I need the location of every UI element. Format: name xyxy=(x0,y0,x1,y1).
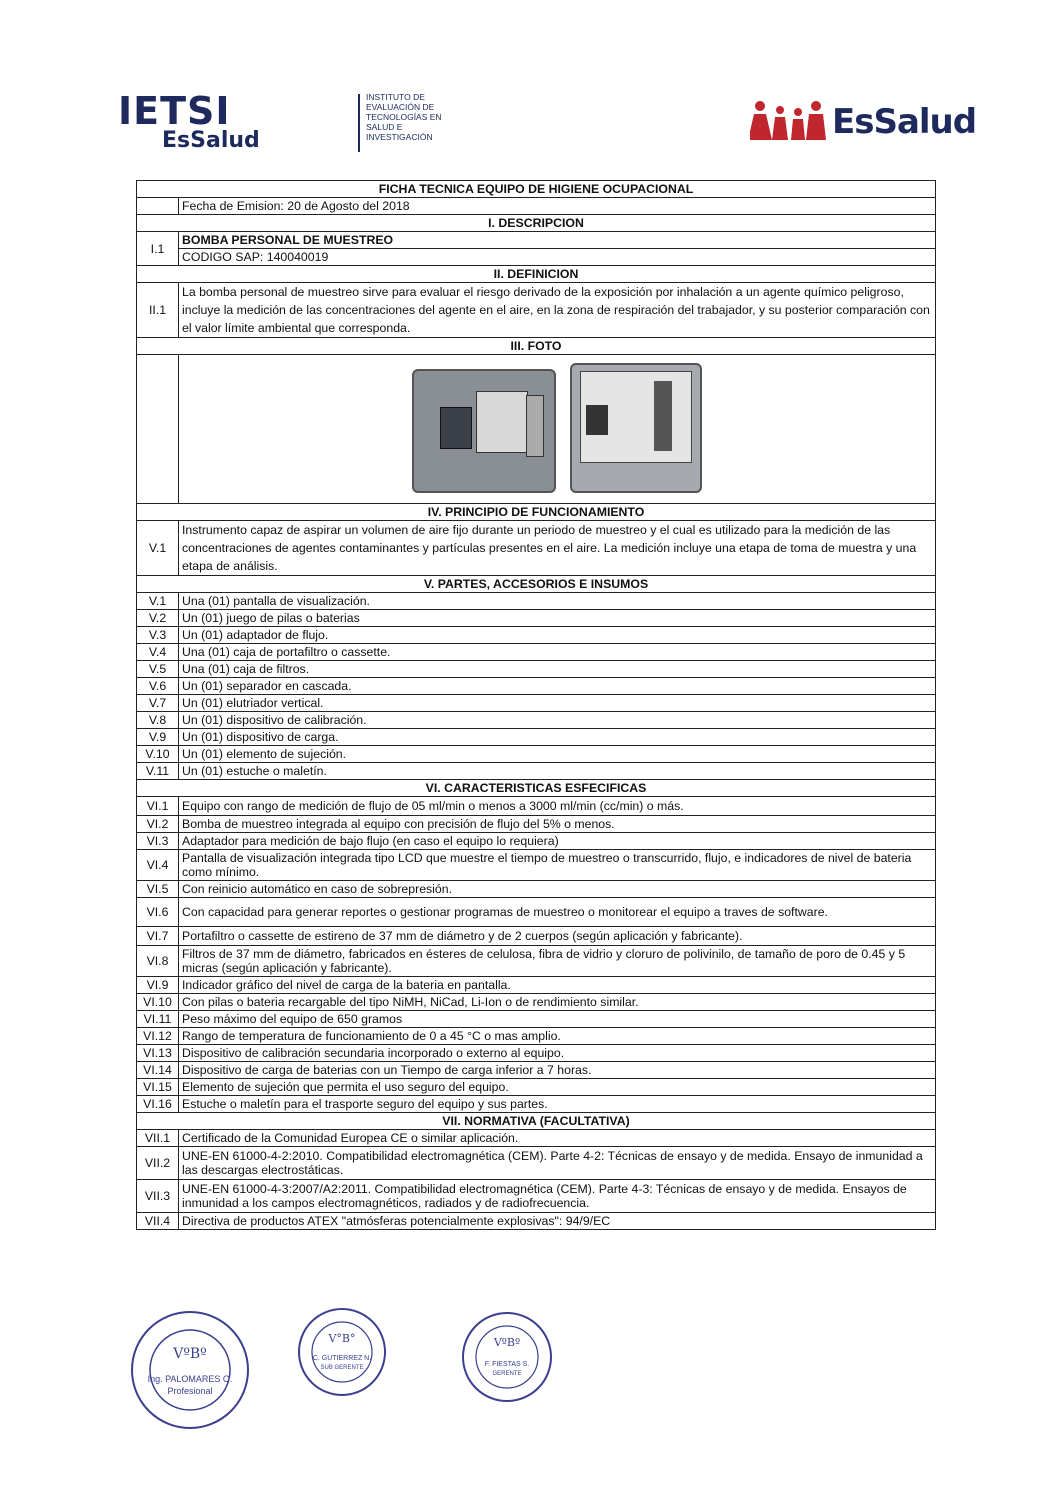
row-text: Dispositivo de calibración secundaria incorporado o externo al equipo. xyxy=(179,1045,936,1062)
row-number: VI.7 xyxy=(137,927,179,946)
table-row xyxy=(137,1213,936,1230)
table-row xyxy=(137,881,936,898)
page-header xyxy=(0,0,1058,170)
row-number: VII.2 xyxy=(137,1147,179,1180)
issue-date: Fecha de Emision: 20 de Agosto del 2018 xyxy=(179,198,936,215)
row-text: Indicador gráfico del nivel de carga de la bateria en pantalla. xyxy=(179,977,936,994)
table-row xyxy=(137,249,936,266)
table-row xyxy=(137,593,936,610)
row-number: VI.10 xyxy=(137,994,179,1011)
row-text: UNE-EN 61000-4-3:2007/A2:2011. Compatibilidad electromagnética (CEM). Parte 4-3: Técnicas de ensayo y de medida. Ensayos de inmunidad a los campos electromagnéticos, radiados y de radiofrecuencia. xyxy=(179,1180,936,1213)
row-number: VI.15 xyxy=(137,1079,179,1096)
row-text: Peso máximo del equipo de 650 gramos xyxy=(179,1011,936,1028)
section-header xyxy=(137,780,936,797)
section-header xyxy=(137,215,936,232)
row-number: VII.1 xyxy=(137,1130,179,1147)
svg-text:Ing. PALOMARES O.: Ing. PALOMARES O. xyxy=(147,1374,233,1384)
row-number: VI.8 xyxy=(137,946,179,977)
svg-text:Profesional: Profesional xyxy=(167,1386,213,1396)
table-row xyxy=(137,977,936,994)
table-row xyxy=(137,1062,936,1079)
approval-stamp-3 xyxy=(460,1310,554,1404)
table-row xyxy=(137,1028,936,1045)
ietsi-logo-sub: EsSalud xyxy=(162,128,260,153)
table-row xyxy=(137,661,936,678)
row-number: VI.3 xyxy=(137,833,179,850)
row-text: Un (01) elutriador vertical. xyxy=(179,695,936,712)
ietsi-logo xyxy=(118,89,442,153)
row-number: VI.1 xyxy=(137,797,179,816)
table-row xyxy=(137,850,936,881)
definition-text: La bomba personal de muestreo sirve para evaluar el riesgo derivado de la exposición por inhalación a un agente químico peligroso, incluye la medición de las concentraciones del agente en el aire, en la zona de respiración del trabajador, y su posterior comparación con el valor límite ambiental que corresponda. xyxy=(179,283,936,338)
row-number: V.8 xyxy=(137,712,179,729)
table-row xyxy=(137,946,936,977)
section-header xyxy=(137,266,936,283)
row-number: VI.5 xyxy=(137,881,179,898)
row-text: Pantalla de visualización integrada tipo LCD que muestre el tiempo de muestreo o transcurrido, flujo, e indicadores de nivel de bateria como mínimo. xyxy=(179,850,936,881)
row-text: Un (01) juego de pilas o baterias xyxy=(179,610,936,627)
table-row xyxy=(137,994,936,1011)
row-text: Con pilas o bateria recargable del tipo NiMH, NiCad, Li-Ion o de rendimiento similar. xyxy=(179,994,936,1011)
table-row xyxy=(137,232,936,249)
table-row xyxy=(137,1180,936,1213)
table-row xyxy=(137,1147,936,1180)
row-text: Rango de temperatura de funcionamiento de 0 a 45 °C o mas amplio. xyxy=(179,1028,936,1045)
table-row xyxy=(137,283,936,338)
row-text: Un (01) dispositivo de carga. xyxy=(179,729,936,746)
svg-text:VºBº: VºBº xyxy=(173,1346,207,1362)
svg-text:GERENTE: GERENTE xyxy=(492,1371,522,1377)
table-row xyxy=(137,678,936,695)
row-text: Un (01) estuche o maletín. xyxy=(179,763,936,780)
section-header xyxy=(137,576,936,593)
row-text: Un (01) elemento de sujeción. xyxy=(179,746,936,763)
section-title-photo: III. FOTO xyxy=(137,338,936,355)
row-text: Equipo con rango de medición de flujo de 05 ml/min o menos a 3000 ml/min (cc/min) o más. xyxy=(179,797,936,816)
row-number: V.1 xyxy=(137,521,179,576)
photo-row xyxy=(137,355,936,504)
section-title-principle: IV. PRINCIPIO DE FUNCIONAMIENTO xyxy=(137,504,936,521)
table-row xyxy=(137,927,936,946)
table-row xyxy=(137,1079,936,1096)
row-number: V.4 xyxy=(137,644,179,661)
table-row xyxy=(137,1045,936,1062)
approval-stamps xyxy=(0,1300,1058,1420)
row-text: Filtros de 37 mm de diámetro, fabricados en ésteres de celulosa, fibra de vidrio y cloruro de polivinilo, de tamaño de poro de 0.45 y 5 micras (según aplicación y fabricante). xyxy=(179,946,936,977)
title-row xyxy=(137,181,936,198)
row-number: V.1 xyxy=(137,593,179,610)
table-row xyxy=(137,797,936,816)
pump-device-image-side xyxy=(570,363,702,493)
table-row xyxy=(137,746,936,763)
norms-list xyxy=(137,1130,936,1230)
parts-list xyxy=(137,593,936,780)
section-title-definition: II. DEFINICION xyxy=(137,266,936,283)
section-title-specs: VI. CARACTERISTICAS ESFECIFICAS xyxy=(137,780,936,797)
approval-stamp-2 xyxy=(296,1306,388,1398)
row-number: VI.9 xyxy=(137,977,179,994)
table-row xyxy=(137,898,936,927)
svg-text:V°B°: V°B° xyxy=(328,1332,356,1345)
date-row xyxy=(137,198,936,215)
specs-list xyxy=(137,797,936,1113)
svg-text:VºBº: VºBº xyxy=(493,1336,521,1349)
row-text: Una (01) caja de filtros. xyxy=(179,661,936,678)
row-text: Elemento de sujeción que permita el uso seguro del equipo. xyxy=(179,1079,936,1096)
svg-text:F. FIESTAS S.: F. FIESTAS S. xyxy=(484,1361,530,1368)
row-number: V.2 xyxy=(137,610,179,627)
approval-stamp-1 xyxy=(128,1308,252,1432)
row-number: II.1 xyxy=(137,283,179,338)
table-row xyxy=(137,610,936,627)
row-text: Una (01) pantalla de visualización. xyxy=(179,593,936,610)
row-text: Con capacidad para generar reportes o gestionar programas de muestreo o monitorear el equipo a traves de software. xyxy=(179,898,936,927)
photo-cell xyxy=(179,355,936,504)
section-header xyxy=(137,1113,936,1130)
ietsi-logo-text: IETSI xyxy=(118,89,231,133)
row-number: V.9 xyxy=(137,729,179,746)
row-number: VI.13 xyxy=(137,1045,179,1062)
table-row xyxy=(137,833,936,850)
family-icon xyxy=(750,98,830,146)
row-number: I.1 xyxy=(137,232,179,266)
section-title-description: I. DESCRIPCION xyxy=(137,215,936,232)
row-number: VI.2 xyxy=(137,816,179,833)
principle-text: Instrumento capaz de aspirar un volumen de aire fijo durante un periodo de muestreo y el cual es utilizado para la medición de las concentraciones de agentes contaminantes y partículas presentes en el aire. La medición incluye una etapa de toma de muestra y una etapa de análisis. xyxy=(179,521,936,576)
row-text: Con reinicio automático en caso de sobrepresión. xyxy=(179,881,936,898)
row-text: Directiva de productos ATEX "atmósferas potencialmente explosivas": 94/9/EC xyxy=(179,1213,936,1230)
row-number: V.6 xyxy=(137,678,179,695)
table-row xyxy=(137,1130,936,1147)
section-title-parts: V. PARTES, ACCESORIOS E INSUMOS xyxy=(137,576,936,593)
section-title-norms: VII. NORMATIVA (FACULTATIVA) xyxy=(137,1113,936,1130)
logo-divider xyxy=(358,94,360,152)
row-number: VI.14 xyxy=(137,1062,179,1079)
table-row xyxy=(137,695,936,712)
row-number: V.3 xyxy=(137,627,179,644)
row-number: VI.11 xyxy=(137,1011,179,1028)
table-row xyxy=(137,816,936,833)
row-text: UNE-EN 61000-4-2:2010. Compatibilidad electromagnética (CEM). Parte 4-2: Técnicas de ensayo y de medida. Ensayo de inmunidad a las descargas electrostáticas. xyxy=(179,1147,936,1180)
equipment-photo xyxy=(412,363,702,493)
svg-text:C. GUTIERREZ N.: C. GUTIERREZ N. xyxy=(312,1355,372,1362)
table-row xyxy=(137,521,936,576)
table-row xyxy=(137,627,936,644)
row-text: Una (01) caja de portafiltro o cassette. xyxy=(179,644,936,661)
ietsi-logo-desc: INSTITUTO DE EVALUACIÓN DE TECNOLOGÍAS EN SALUD E INVESTIGACIÓN xyxy=(366,92,442,142)
row-number: VII.3 xyxy=(137,1180,179,1213)
technical-sheet-table xyxy=(136,180,936,1230)
row-number: V.7 xyxy=(137,695,179,712)
row-number: VI.12 xyxy=(137,1028,179,1045)
row-number: V.11 xyxy=(137,763,179,780)
row-text: Adaptador para medición de bajo flujo (en caso el equipo lo requiera) xyxy=(179,833,936,850)
row-text: Portafiltro o cassette de estireno de 37 mm de diámetro y de 2 cuerpos (según aplicación y fabricante). xyxy=(179,927,936,946)
row-text: Certificado de la Comunidad Europea CE o similar aplicación. xyxy=(179,1130,936,1147)
row-text: Un (01) separador en cascada. xyxy=(179,678,936,695)
row-text: Bomba de muestreo integrada al equipo con precisión de flujo del 5% o menos. xyxy=(179,816,936,833)
row-text: Un (01) dispositivo de calibración. xyxy=(179,712,936,729)
sap-code: CODIGO SAP: 140040019 xyxy=(179,249,936,266)
row-number: VII.4 xyxy=(137,1213,179,1230)
table-row xyxy=(137,1011,936,1028)
equipment-name: BOMBA PERSONAL DE MUESTREO xyxy=(179,232,936,249)
table-row xyxy=(137,644,936,661)
sheet-title: FICHA TECNICA EQUIPO DE HIGIENE OCUPACIONAL xyxy=(137,181,936,198)
section-header xyxy=(137,338,936,355)
svg-text:SUB GERENTE: SUB GERENTE xyxy=(320,1365,364,1371)
row-text: Un (01) adaptador de flujo. xyxy=(179,627,936,644)
row-number: V.5 xyxy=(137,661,179,678)
table-row xyxy=(137,1096,936,1113)
table-row xyxy=(137,763,936,780)
row-number: VI.6 xyxy=(137,898,179,927)
table-row xyxy=(137,712,936,729)
pump-device-image-front xyxy=(412,369,556,493)
row-number: VI.4 xyxy=(137,850,179,881)
row-number: VI.16 xyxy=(137,1096,179,1113)
row-text: Estuche o maletín para el trasporte seguro del equipo y sus partes. xyxy=(179,1096,936,1113)
row-text: Dispositivo de carga de baterias con un Tiempo de carga inferior a 7 horas. xyxy=(179,1062,936,1079)
section-header xyxy=(137,504,936,521)
table-row xyxy=(137,729,936,746)
row-number: V.10 xyxy=(137,746,179,763)
essalud-logo-text: EsSalud xyxy=(832,102,977,142)
essalud-logo xyxy=(750,98,976,146)
